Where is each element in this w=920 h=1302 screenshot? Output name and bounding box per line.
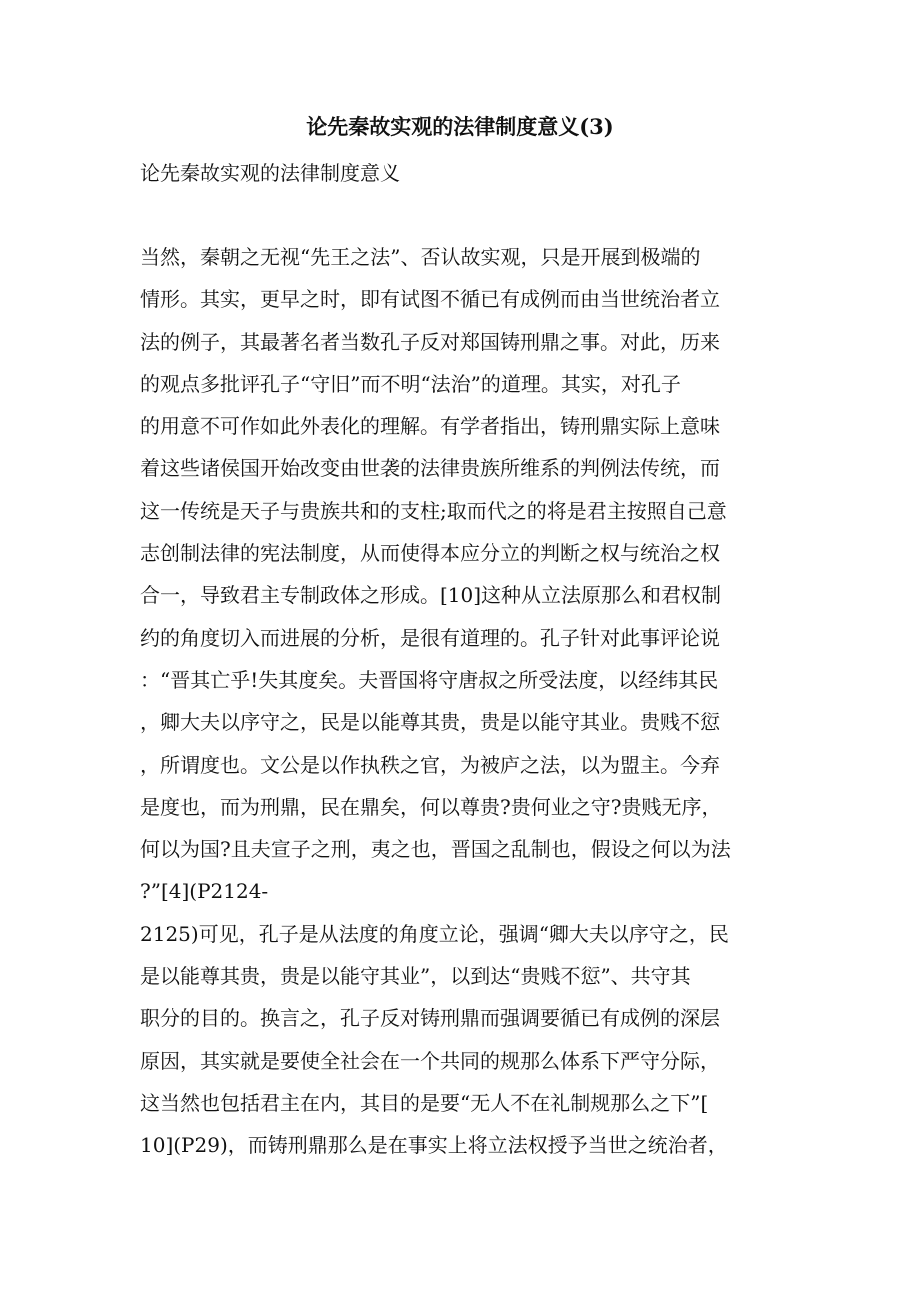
document-subtitle: 论先秦故实观的法律制度意义 xyxy=(140,161,400,185)
text-line: 这当然也包括君主在内，其目的是要“无人不在礼制规那么之下”[ xyxy=(140,1090,709,1115)
text-line: 约的角度切入而进展的分析，是很有道理的。孔子针对此事评论说 xyxy=(140,625,720,650)
text-line: 原因，其实就是要使全社会在一个共同的规那么体系下严守分际， xyxy=(140,1048,720,1073)
text-line: ，卿大夫以序守之，民是以能尊其贵，贵是以能守其业。贵贱不愆 xyxy=(140,710,720,735)
text-line: 2125)可见，孔子是从法度的角度立论，强调“卿大夫以序守之，民 xyxy=(140,921,729,946)
text-line: ：“晋其亡乎!失其度矣。夫晋国将守唐叔之所受法度，以经纬其民 xyxy=(140,667,719,692)
text-line: 的用意不可作如此外表化的理解。有学者指出，铸刑鼎实际上意味 xyxy=(140,414,720,439)
text-line: 职分的目的。换言之，孔子反对铸刑鼎而强调要循已有成例的深层 xyxy=(140,1006,720,1031)
text-line: 合一，导致君主专制政体之形成。[10]这种从立法原那么和君权制 xyxy=(140,583,722,608)
text-line: 10](P29)，而铸刑鼎那么是在事实上将立法权授予当世之统治者， xyxy=(140,1133,728,1158)
text-line: 的观点多批评孔子“守旧”而不明“法治”的道理。其实，对孔子 xyxy=(140,371,681,396)
text-line: 法的例子，其最著名者当数孔子反对郑国铸刑鼎之事。对此，历来 xyxy=(140,329,720,354)
text-line: 着这些诸侯国开始改变由世袭的法律贵族所维系的判例法传统，而 xyxy=(140,456,720,481)
text-line: 当然，秦朝之无视“先王之法”、否认故实观，只是开展到极端的 xyxy=(140,245,701,269)
text-line: 是度也，而为刑鼎，民在鼎矣，何以尊贵?贵何业之守?贵贱无序， xyxy=(140,794,722,819)
text-line: ，所谓度也。文公是以作执秩之官，为被庐之法，以为盟主。今弃 xyxy=(140,752,720,777)
text-line: 是以能尊其贵，贵是以能守其业”，以到达“贵贱不愆”、共守其 xyxy=(140,964,691,989)
text-line: ?”[4](P2124- xyxy=(140,879,269,904)
text-line: 这一传统是天子与贵族共和的支柱;取而代之的将是君主按照自己意 xyxy=(140,498,727,523)
text-line: 志创制法律的宪法制度，从而使得本应分立的判断之权与统治之权 xyxy=(140,541,720,566)
document-title: 论先秦故实观的法律制度意义(3) xyxy=(306,114,614,139)
text-line: 情形。其实，更早之时，即有试图不循已有成例而由当世统治者立 xyxy=(140,287,720,312)
body-paragraph xyxy=(140,242,790,1173)
text-line: 何以为国?且夫宣子之刑，夷之也，晋国之乱制也，假设之何以为法 xyxy=(140,837,731,862)
